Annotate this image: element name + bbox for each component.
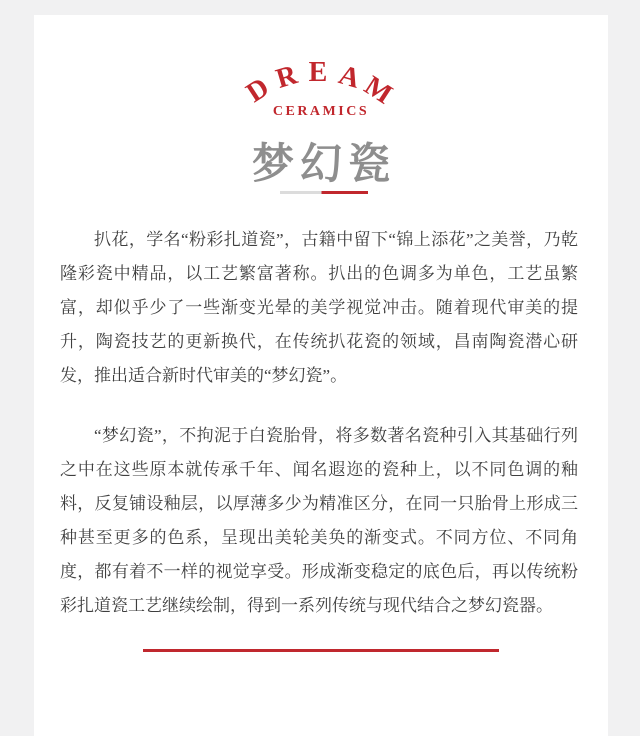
article-paragraph: 扒花，学名“粉彩扎道瓷”，古籍中留下“锦上添花”之美誉，乃乾隆彩瓷中精品，以工艺繁富著称。扒出的色调多为单色，工艺虽繁富，却似乎少了一些渐变光晕的美学视觉冲击。随着现代审美的提升，陶瓷技艺的更新换代，在传统扒花瓷的领域，昌南陶瓷潜心研发，推出适合新时代审美的“梦幻瓷”。 — [60, 230, 578, 385]
bottom-divider — [143, 649, 499, 652]
brand-logo — [34, 15, 608, 145]
page-title: 梦幻瓷 — [251, 142, 396, 188]
logo-arc-letter: A — [335, 59, 364, 95]
logo-arc-letter: R — [272, 59, 301, 95]
logo-arc-letter: M — [358, 70, 398, 111]
logo-arc-letter: D — [240, 71, 275, 109]
content-card — [34, 15, 608, 736]
title-underline — [280, 191, 368, 194]
article-paragraph: “梦幻瓷”，不拘泥于白瓷胎骨，将多数著名瓷种引入其基础行列之中在这些原本就传承千年、闻名遐迩的瓷种上，以不同色调的釉料，反复铺设釉层，以厚薄多少为精准区分，在同一只胎骨上形成三种甚至更多的色系，呈现出美轮美奂的渐变式。不同方位、不同角度，都有着不一样的视觉享受。形成渐变稳定的底色后，再以传统粉彩扎道瓷工艺继续绘制，得到一系列传统与现代结合之梦幻瓷器。 — [60, 426, 578, 615]
logo-arc-letter: E — [308, 57, 328, 88]
logo-subtitle: CERAMICS — [272, 104, 370, 119]
article-body — [60, 223, 578, 623]
